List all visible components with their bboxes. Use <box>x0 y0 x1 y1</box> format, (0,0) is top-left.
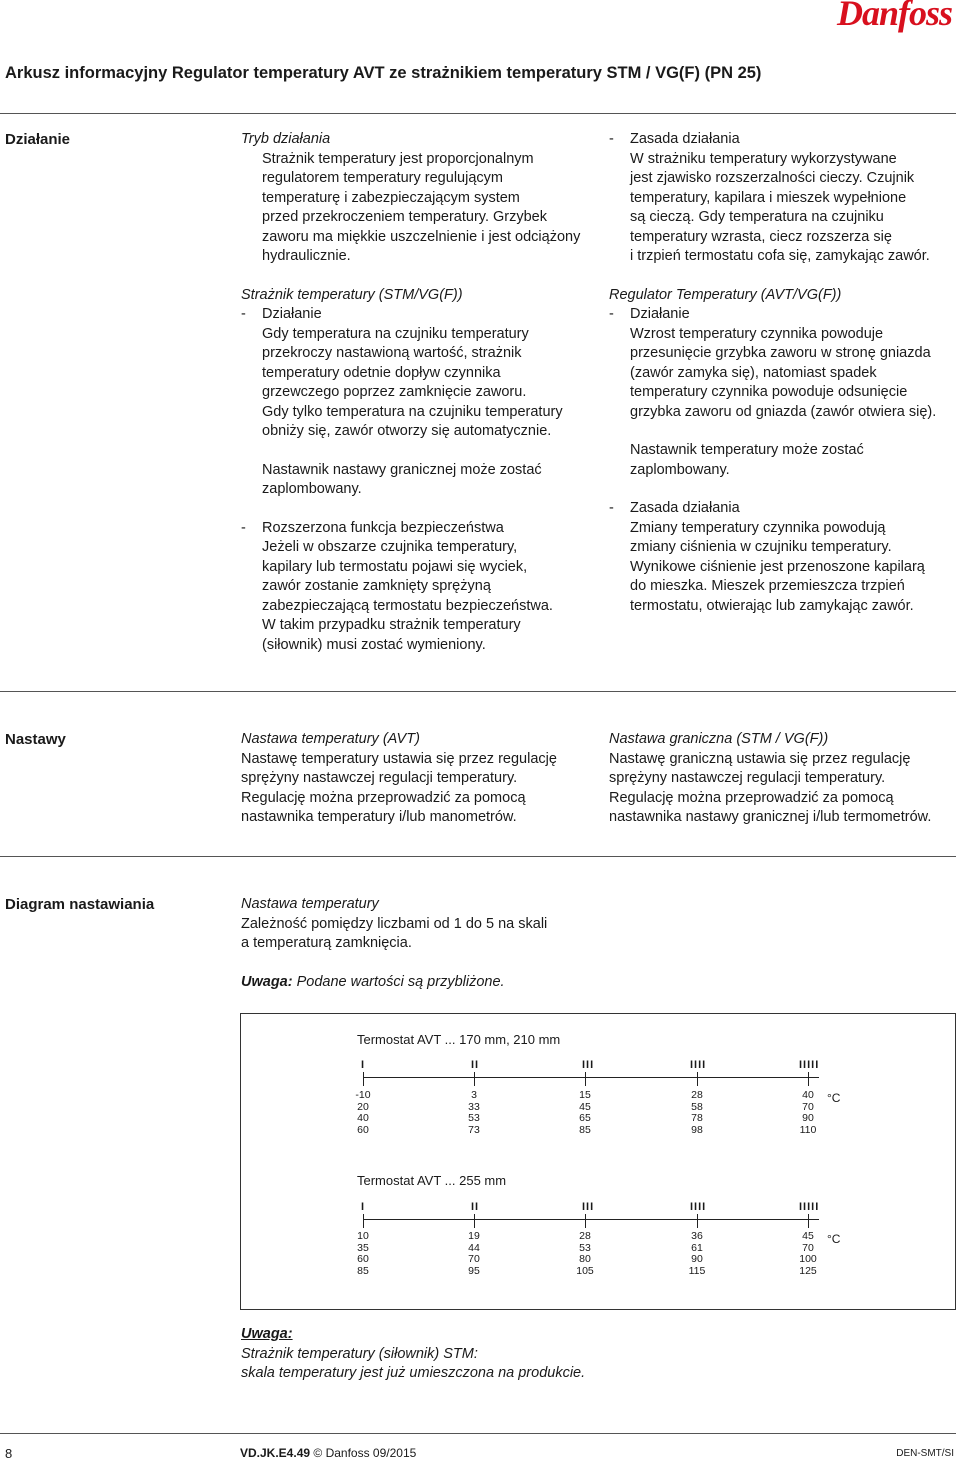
avt-title: Regulator Temperatury (AVT/VG(F)) <box>609 286 842 303</box>
scale1-mark: III <box>582 1059 595 1071</box>
scale2-values-col: 36 61 90 115 <box>688 1230 706 1277</box>
divider <box>0 113 956 114</box>
tryb-title: Tryb działania <box>241 131 331 147</box>
scale1-values-col: 40 70 90 110 <box>799 1089 817 1136</box>
scale2-mark: III <box>582 1201 595 1213</box>
divider <box>0 691 956 692</box>
ext-subheading: - Rozszerzona funkcja bezpieczeństwa <box>241 519 504 536</box>
section-heading-nastawy: Nastawy <box>5 731 66 748</box>
tryb-text: Strażnik temperatury jest proporcjonalnym regulatorem temperatury regulującym temperaturę i zabezpieczającym system przed przekroczeniem temperatury. Grzybek zaworu ma miękkie uszczelnienie i jest odciążony hydraulicznie. <box>262 150 581 264</box>
nastawy-left-column: Nastawa temperatury (AVT) Nastawę temperatury ustawia się przez regulację sprężyny nastawczej regulacji temperatury. Regulację można przeprowadzić za pomocą nastawnika temperatury i/lub manometrów. <box>241 731 557 825</box>
page-title: Arkusz informacyjny Regulator temperatury AVT ze strażnikiem temperatury STM / VG(F) (PN 25) <box>5 64 762 82</box>
footer-code: VD.JK.E4.49 © Danfoss 09/2015 <box>240 1446 417 1460</box>
scale1-tick <box>363 1072 364 1086</box>
diagram-intro: Nastawa temperatury Zależność pomiędzy liczbami od 1 do 5 na skali a temperaturą zamknięcia. Uwaga: Podane wartości są przybliżone. <box>241 895 941 992</box>
bottom-note: Uwaga: Strażnik temperatury (siłownik) STM: skala temperatury jest już umieszczona na produkcie. <box>241 1326 586 1381</box>
scale2-mark: IIII <box>690 1201 707 1213</box>
zasada1-subheading: - Zasada działania <box>609 131 740 147</box>
scale1-tick <box>474 1072 475 1086</box>
dzialanie-left-column <box>241 130 601 655</box>
scale1-tick <box>697 1072 698 1086</box>
zasada2-subheading: - Zasada działania <box>609 500 740 516</box>
scale2-values-col: 45 70 100 125 <box>799 1230 817 1277</box>
scale2-unit: °C <box>827 1232 841 1246</box>
scale1-mark: IIII <box>690 1059 707 1071</box>
scale2-tick <box>697 1214 698 1228</box>
divider <box>0 856 956 857</box>
setting-diagram-box <box>240 1013 956 1310</box>
avt-text: Wzrost temperatury czynnika powoduje przesunięcie grzybka zaworu w stronę gniazda (zawór zamyka się), natomiast spadek temperatury czynnika powoduje odsunięcie grzybka zaworu od gniazda (zawór otwiera się). Nastawnik temperatury może zostać zaplombowany. <box>630 325 937 478</box>
scale2-tick <box>474 1214 475 1228</box>
diagram-note: Uwaga: Podane wartości są przybliżone. <box>241 973 505 990</box>
nastawy-right-column: Nastawa graniczna (STM / VG(F)) Nastawę graniczną ustawia się przez regulację sprężyny nastawczej regulacji temperatury. Regulację można przeprowadzić za pomocą nastawnika nastawy granicznej i/lub termometrów. <box>609 731 932 825</box>
scale2-label: Termostat AVT ... 255 mm <box>357 1173 507 1188</box>
section-heading-diagram: Diagram nastawiania <box>5 896 155 913</box>
scale1-tick <box>808 1072 809 1086</box>
scale2-mark: IIIII <box>799 1201 820 1213</box>
zasada1-text: W strażniku temperatury wykorzystywane jest zjawisko rozszerzalności cieczy. Czujnik temperatury, kapilara i mieszek wypełnione są cieczą. Gdy temperatura na czujniku temperatury wzrasta, ciecz rozszerza się i trzpień termostatu cofa się, zamykając zawór. <box>630 150 930 264</box>
scale2-mark: I <box>361 1201 366 1213</box>
scale1-mark: I <box>361 1059 366 1071</box>
scale2-tick <box>808 1214 809 1228</box>
scale1-values-col: 28 58 78 98 <box>691 1089 703 1136</box>
page-number: 8 <box>5 1446 13 1461</box>
scale2-values-col: 19 44 70 95 <box>468 1230 480 1277</box>
scale2-values-col: 28 53 80 105 <box>576 1230 594 1277</box>
scale1-label: Termostat AVT ... 170 mm, 210 mm <box>357 1032 561 1047</box>
scale1-mark: IIIII <box>799 1059 820 1071</box>
footer-ref: DEN-SMT/SI <box>896 1448 954 1459</box>
dzialanie-right-column <box>609 130 959 616</box>
scale2-tick <box>585 1214 586 1228</box>
danfoss-logo: Danfoss <box>836 0 952 33</box>
section-heading-dzialanie: Działanie <box>5 131 71 148</box>
scale1-values-col: -10 20 40 60 <box>355 1089 371 1136</box>
avt-subheading: - Działanie <box>609 306 690 322</box>
scale1-values-col: 15 45 65 85 <box>579 1089 591 1136</box>
stm-title: Strażnik temperatury (STM/VG(F)) <box>241 286 463 303</box>
scale2-values-col: 10 35 60 85 <box>357 1230 369 1277</box>
scale1-axis <box>363 1077 819 1078</box>
scale1-unit: °C <box>827 1091 841 1105</box>
scale2-tick <box>363 1214 364 1228</box>
footer-divider <box>0 1433 956 1434</box>
zasada2-text: Zmiany temperatury czynnika powodują zmiany ciśnienia w czujniku temperatury. Wynikowe ciśnienie jest przenoszone kapilarą do mieszka. Mieszek przemieszcza trzpień termostatu, otwierając lub zamykając zawór. <box>630 519 925 614</box>
stm-subheading: - Działanie <box>241 306 322 322</box>
scale1-mark: II <box>471 1059 480 1071</box>
scale1-values-col: 3 33 53 73 <box>468 1089 480 1136</box>
ext-text: Jeżeli w obszarze czujnika temperatury, kapilary lub termostatu pojawi się wyciek, zawór zostanie zamknięty sprężyną zabezpieczającą termostatu bezpieczeństwa. W takim przypadku strażnik temperatury (siłownik) musi zostać wymieniony. <box>262 539 553 653</box>
scale2-axis <box>363 1219 819 1220</box>
scale2-mark: II <box>471 1201 480 1213</box>
scale1-tick <box>585 1072 586 1086</box>
stm-text: Gdy temperatura na czujniku temperatury przekroczy nastawioną wartość, strażnik temperatury odetnie dopływ czynnika grzewczego poprzez zamknięcie zaworu. Gdy tylko temperatura na czujniku temperatury obniży się, zawór otworzy się automatycznie. Nastawnik nastawy granicznej może zostać zaplombowany. <box>262 325 563 497</box>
